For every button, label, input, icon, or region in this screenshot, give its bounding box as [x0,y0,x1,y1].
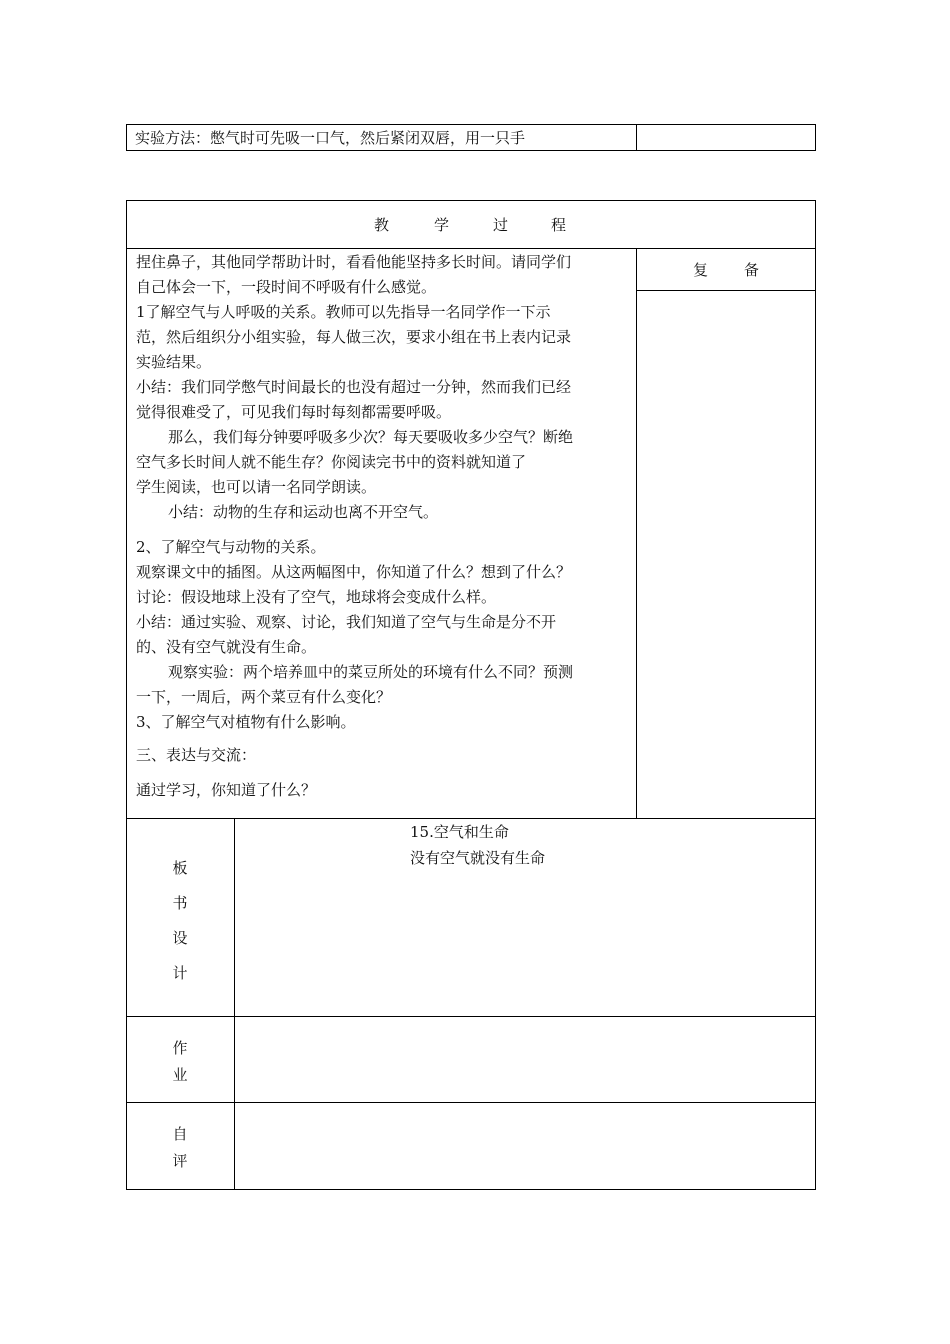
process-line: 自己体会一下，一段时间不呼吸有什么感觉。 [136,278,437,296]
process-line: 觉得很难受了，可见我们每时每刻都需要呼吸。 [136,403,452,421]
process-line: 学生阅读，也可以请一名同学朗读。 [136,478,377,496]
process-text-block-2 [136,535,634,735]
process-line: 的、没有空气就没有生命。 [136,638,317,656]
process-line: 1了解空气与人呼吸的关系。教师可以先指导一名同学作一下示 [136,303,551,321]
board-title: 15.空气和生命 [410,823,509,841]
label-column-divider [234,818,235,1190]
process-column-divider [636,248,637,818]
header-char-2: 学 [434,216,450,234]
side-header-char-2: 备 [744,261,760,279]
process-line: 观察实验：两个培养皿中的菜豆所处的环境有什么不同？预测 [168,663,574,681]
process-line: 小结：通过实验、观察、讨论，我们知道了空气与生命是分不开 [136,613,557,631]
header-char-1: 教 [374,216,390,234]
process-line: 2、了解空气与动物的关系。 [136,538,326,556]
experiment-method-text: 实验方法：憋气时可先吸一口气，然后紧闭双唇，用一只手 [135,129,526,147]
process-line: 观察课文中的插图。从这两幅图中，你知道了什么？想到了什么？ [136,563,572,581]
process-line: 3、了解空气对植物有什么影响。 [136,713,356,731]
process-line: 小结：我们同学憋气时间最长的也没有超过一分钟，然而我们已经 [136,378,572,396]
process-line: 实验结果。 [136,353,212,371]
process-line: 小结：动物的生存和运动也离不开空气。 [168,503,439,521]
board-subtitle: 没有空气就没有生命 [410,849,546,867]
process-line: 一下，一周后，两个菜豆有什么变化？ [136,688,392,706]
header-char-3: 过 [493,216,509,234]
process-line: 范，然后组织分小组实验，每人做三次，要求小组在书上表内记录 [136,328,572,346]
top-table-divider [636,124,637,151]
process-text-block-1 [136,250,634,525]
board-row-rule [126,818,816,819]
side-header-char-1: 复 [693,261,709,279]
process-line: 通过学习，你知道了什么？ [136,781,317,799]
process-line: 三、表达与交流： [136,746,257,764]
process-line: 讨论：假设地球上没有了空气，地球将会变成什么样。 [136,588,497,606]
header-char-4: 程 [551,216,567,234]
self-eval-row-rule [126,1102,816,1103]
process-line: 空气多长时间人就不能生存？你阅读完书中的资料就知道了 [136,453,527,471]
process-line: 捏住鼻子，其他同学帮助计时，看看他能坚持多长时间。请同学们 [136,253,572,271]
side-header-rule [636,290,816,291]
process-line: 那么，我们每分钟要呼吸多少次？每天要吸收多少空气？断绝 [168,428,574,446]
header-rule [126,248,816,249]
homework-label: 作 业 [172,1039,188,1084]
self-eval-label: 自 评 [172,1125,188,1170]
board-design-label: 板 书 设 计 [172,859,188,982]
homework-row-rule [126,1016,816,1017]
